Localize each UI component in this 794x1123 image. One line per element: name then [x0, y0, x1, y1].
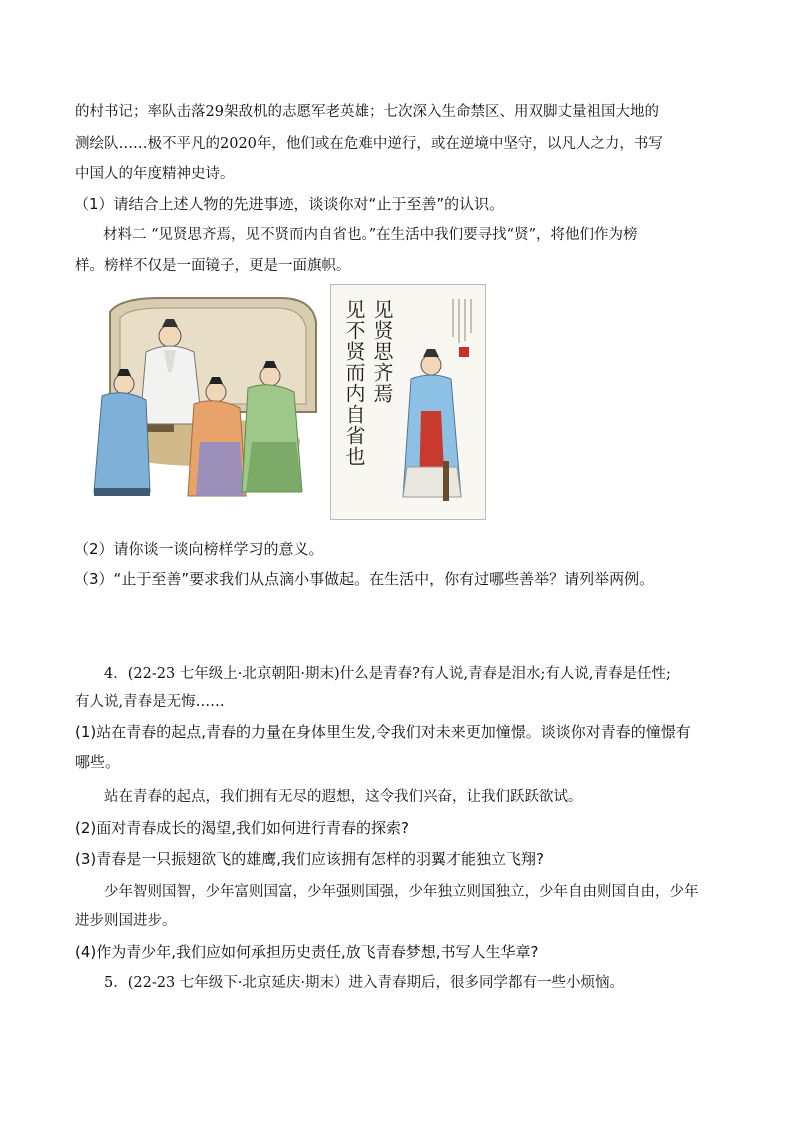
q3-material-line-3: 中国人的年度精神史诗。: [75, 166, 235, 182]
q4-subquestion-4: (4)作为青少年,我们应如何承担历史责任,放飞青春梦想,书写人生华章?: [75, 943, 539, 961]
q4-subquestion-1-line-1: (1)站在青春的起点,青春的力量在身体里生发,令我们对未来更加憧憬。谈谈你对青春的憧憬有: [75, 723, 691, 741]
q3-material-2-line-1: 材料二 “见贤思齐焉，见不贤而内自省也。”在生活中我们要寻找“贤”，将他们作为榜: [103, 227, 638, 243]
q4-stem-line-1: 4．(22-23 七年级上·北京朝阳·期末)什么是青春?有人说,青春是泪水;有人说,青春是任性;: [104, 666, 671, 682]
q3-subquestion-1: （1）请结合上述人物的先进事迹，谈谈你对“止于至善”的认识。: [74, 195, 505, 213]
q4-text-2-line-1: 少年智则国智，少年富则国富，少年强则国强，少年独立则国独立，少年自由则国自由，少年: [104, 884, 699, 900]
q4-subquestion-3: (3)青春是一只振翅欲飞的雄鹰,我们应该拥有怎样的羽翼才能独立飞翔?: [75, 850, 544, 868]
scroll-text-column-1: 见贤思齐焉: [370, 299, 394, 404]
q4-stem-line-2: 有人说,青春是无悔……: [75, 694, 225, 710]
q5-stem: 5．(22-23 七年级下·北京延庆·期末）进入青春期后，很多同学都有一些小烦恼。: [104, 975, 625, 991]
q4-subquestion-2: (2)面对青春成长的渴望,我们如何进行青春的探索?: [75, 819, 409, 837]
q4-text-1: 站在青春的起点，我们拥有无尽的遐想，这令我们兴奋，让我们跃跃欲试。: [104, 789, 583, 805]
q4-text-2-line-2: 进步则国进步。: [75, 913, 177, 929]
calligraphy-scroll: [330, 284, 486, 520]
confucius-teaching-illustration: [80, 292, 324, 518]
confucius-portrait-icon: [397, 291, 481, 515]
q3-material-line-2: 测绘队……极不平凡的2020年，他们或在危难中逆行，或在逆境中坚守，以凡人之力，书写: [75, 136, 663, 152]
q3-subquestion-2: （2）请你谈一谈向榜样学习的意义。: [74, 540, 324, 558]
q4-subquestion-1-line-2: 哪些。: [75, 753, 121, 771]
q3-material-2-line-2: 样。榜样不仅是一面镜子，更是一面旗帜。: [75, 258, 351, 274]
q3-subquestion-3: （3）“止于至善”要求我们从点滴小事做起。在生活中，你有过哪些善举？请列举两例。: [74, 570, 655, 588]
q3-material-line-1: 的村书记；率队击落29架敌机的志愿军老英雄；七次深入生命禁区、用双脚丈量祖国大地的: [75, 104, 659, 120]
scroll-text-column-2: 见不贤而内自省也: [342, 299, 366, 467]
